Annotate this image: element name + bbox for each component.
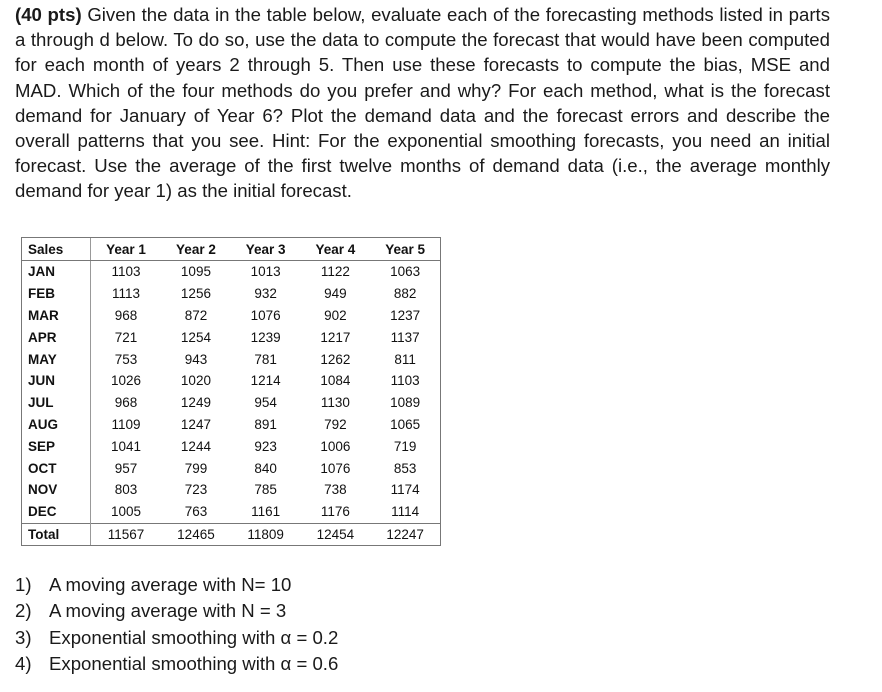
table-cell: 1217 (320, 329, 351, 345)
table-cell: 11809 (231, 523, 301, 545)
total-label: Total (22, 523, 91, 545)
table-cell: 1065 (390, 416, 421, 432)
table-cell: 1176 (320, 504, 350, 520)
table-header-row (22, 238, 440, 261)
month-label: JAN (22, 261, 91, 283)
table-cell: 1020 (180, 373, 211, 389)
table-cell: 1109 (111, 416, 141, 432)
list-item (15, 598, 338, 624)
item-number: 2) (15, 600, 32, 622)
table-cell: 1262 (320, 351, 351, 367)
table-row (22, 370, 440, 392)
table-row (22, 283, 440, 305)
table-cell: 1256 (180, 286, 211, 302)
table-cell: 1122 (320, 264, 350, 280)
month-label: OCT (22, 457, 91, 479)
table-cell: 1249 (180, 395, 211, 411)
table-cell: 738 (324, 482, 347, 498)
table-cell: 1161 (251, 504, 281, 520)
table-cell: 799 (184, 460, 208, 476)
table-cell: 1006 (320, 438, 351, 454)
table-cell: 902 (324, 307, 347, 323)
table-row (22, 501, 440, 523)
table-cell: 719 (393, 438, 417, 454)
table-row (22, 435, 440, 457)
table-cell: 1137 (390, 329, 420, 345)
sales-table (21, 237, 441, 546)
table-cell: 882 (393, 286, 417, 302)
table-cell: 12247 (370, 523, 440, 545)
table-cell: 1089 (390, 395, 421, 411)
table-row (22, 414, 440, 436)
table-cell: 1244 (180, 438, 211, 454)
table-row (22, 261, 440, 283)
month-label: APR (22, 326, 91, 348)
list-item (15, 572, 338, 598)
table-cell: 12465 (161, 523, 231, 545)
table-cell: 1214 (250, 373, 281, 389)
month-label: MAY (22, 348, 91, 370)
table-cell: 943 (184, 351, 208, 367)
problem-statement (15, 2, 830, 204)
month-label: FEB (22, 283, 91, 305)
table-cell: 763 (184, 504, 208, 520)
table-cell: 1254 (180, 329, 211, 345)
month-label: JUL (22, 392, 91, 414)
table-cell: 1076 (320, 460, 351, 476)
month-label: DEC (22, 501, 91, 523)
table-cell: 1026 (111, 373, 142, 389)
table-cell: 1041 (111, 438, 142, 454)
column-header: Year 1 (91, 238, 162, 261)
table-cell: 785 (254, 482, 277, 498)
table-cell: 932 (254, 286, 277, 302)
table-cell: 923 (254, 438, 277, 454)
table-cell: 811 (394, 351, 416, 367)
table-cell: 954 (254, 395, 277, 411)
points-label: (40 pts) (15, 4, 82, 25)
month-label: SEP (22, 435, 91, 457)
table-cell: 781 (254, 351, 277, 367)
table-cell: 1095 (180, 264, 211, 280)
item-number: 1) (15, 574, 32, 595)
month-label: NOV (22, 479, 91, 501)
column-header: Year 2 (161, 238, 231, 261)
table-cell: 1237 (390, 307, 421, 323)
column-header: Year 4 (301, 238, 371, 261)
month-label: JUN (22, 370, 91, 392)
table-cell: 1239 (250, 329, 281, 345)
table-cell: 1113 (112, 286, 141, 302)
table-cell: 753 (114, 351, 138, 367)
table-cell: 1084 (320, 373, 351, 389)
table-cell: 872 (184, 307, 208, 323)
list-item (15, 625, 338, 651)
table-row (22, 326, 440, 348)
table-row (22, 392, 440, 414)
table-cell: 891 (254, 416, 277, 432)
table-cell: 957 (114, 460, 138, 476)
list-item (15, 651, 338, 677)
table-cell: 723 (184, 482, 208, 498)
table-cell: 949 (324, 286, 347, 302)
table-cell: 1103 (111, 264, 141, 280)
problem-text: Given the data in the table below, evaluate each of the forecasting methods listed in parts a through d below. To do so, use the data to compute the forecast that would have been computed for each month of years 2 through 5. Then use these forecasts to compute the bias, MSE and MAD. Which of the four methods do you prefer and why? For each method, what is the forecast demand for January of Year 6? Plot the demand data and the forecast errors and describe the overall patterns that you see. Hint: For the exponential smoothing forecasts, you need an initial forecast. Use the average of the first twelve months of demand data (i.e., the average monthly demand for year 1) as the initial forecast. (15, 4, 830, 202)
table-cell: 1103 (390, 373, 420, 389)
item-text: Exponential smoothing with α = 0.6 (49, 653, 339, 675)
table-cell: 1247 (180, 416, 211, 432)
table-row (22, 457, 440, 479)
item-number: 4) (15, 653, 32, 675)
table-cell: 1063 (390, 264, 421, 280)
column-header: Year 5 (370, 238, 440, 261)
table-cell: 1076 (250, 307, 281, 323)
table-cell: 803 (114, 482, 138, 498)
item-number: 3) (15, 626, 32, 648)
item-text: Exponential smoothing with α = 0.2 (49, 626, 339, 648)
table-cell: 12454 (301, 523, 371, 545)
table-row (22, 479, 440, 501)
item-text: A moving average with N= 10 (49, 574, 292, 595)
table-cell: 968 (114, 395, 138, 411)
item-text: A moving average with N = 3 (49, 600, 287, 622)
table-cell: 721 (114, 329, 138, 345)
table-cell: 1130 (320, 395, 350, 411)
total-row (22, 523, 440, 545)
table-cell: 1114 (391, 504, 420, 520)
table-cell: 840 (254, 460, 277, 476)
table-body (22, 261, 440, 524)
month-label: AUG (22, 414, 91, 436)
table-cell: 1174 (390, 482, 420, 498)
column-header: Year 3 (231, 238, 301, 261)
table-row (22, 305, 440, 327)
table-cell: 11567 (91, 523, 162, 545)
table-cell: 792 (324, 416, 347, 432)
table-row (22, 348, 440, 370)
table-cell: 968 (114, 307, 138, 323)
table-cell: 1013 (250, 264, 281, 280)
methods-list (15, 572, 338, 678)
table-cell: 853 (393, 460, 417, 476)
month-label: MAR (22, 305, 91, 327)
table-cell: 1005 (111, 504, 142, 520)
column-header: Sales (22, 238, 91, 261)
